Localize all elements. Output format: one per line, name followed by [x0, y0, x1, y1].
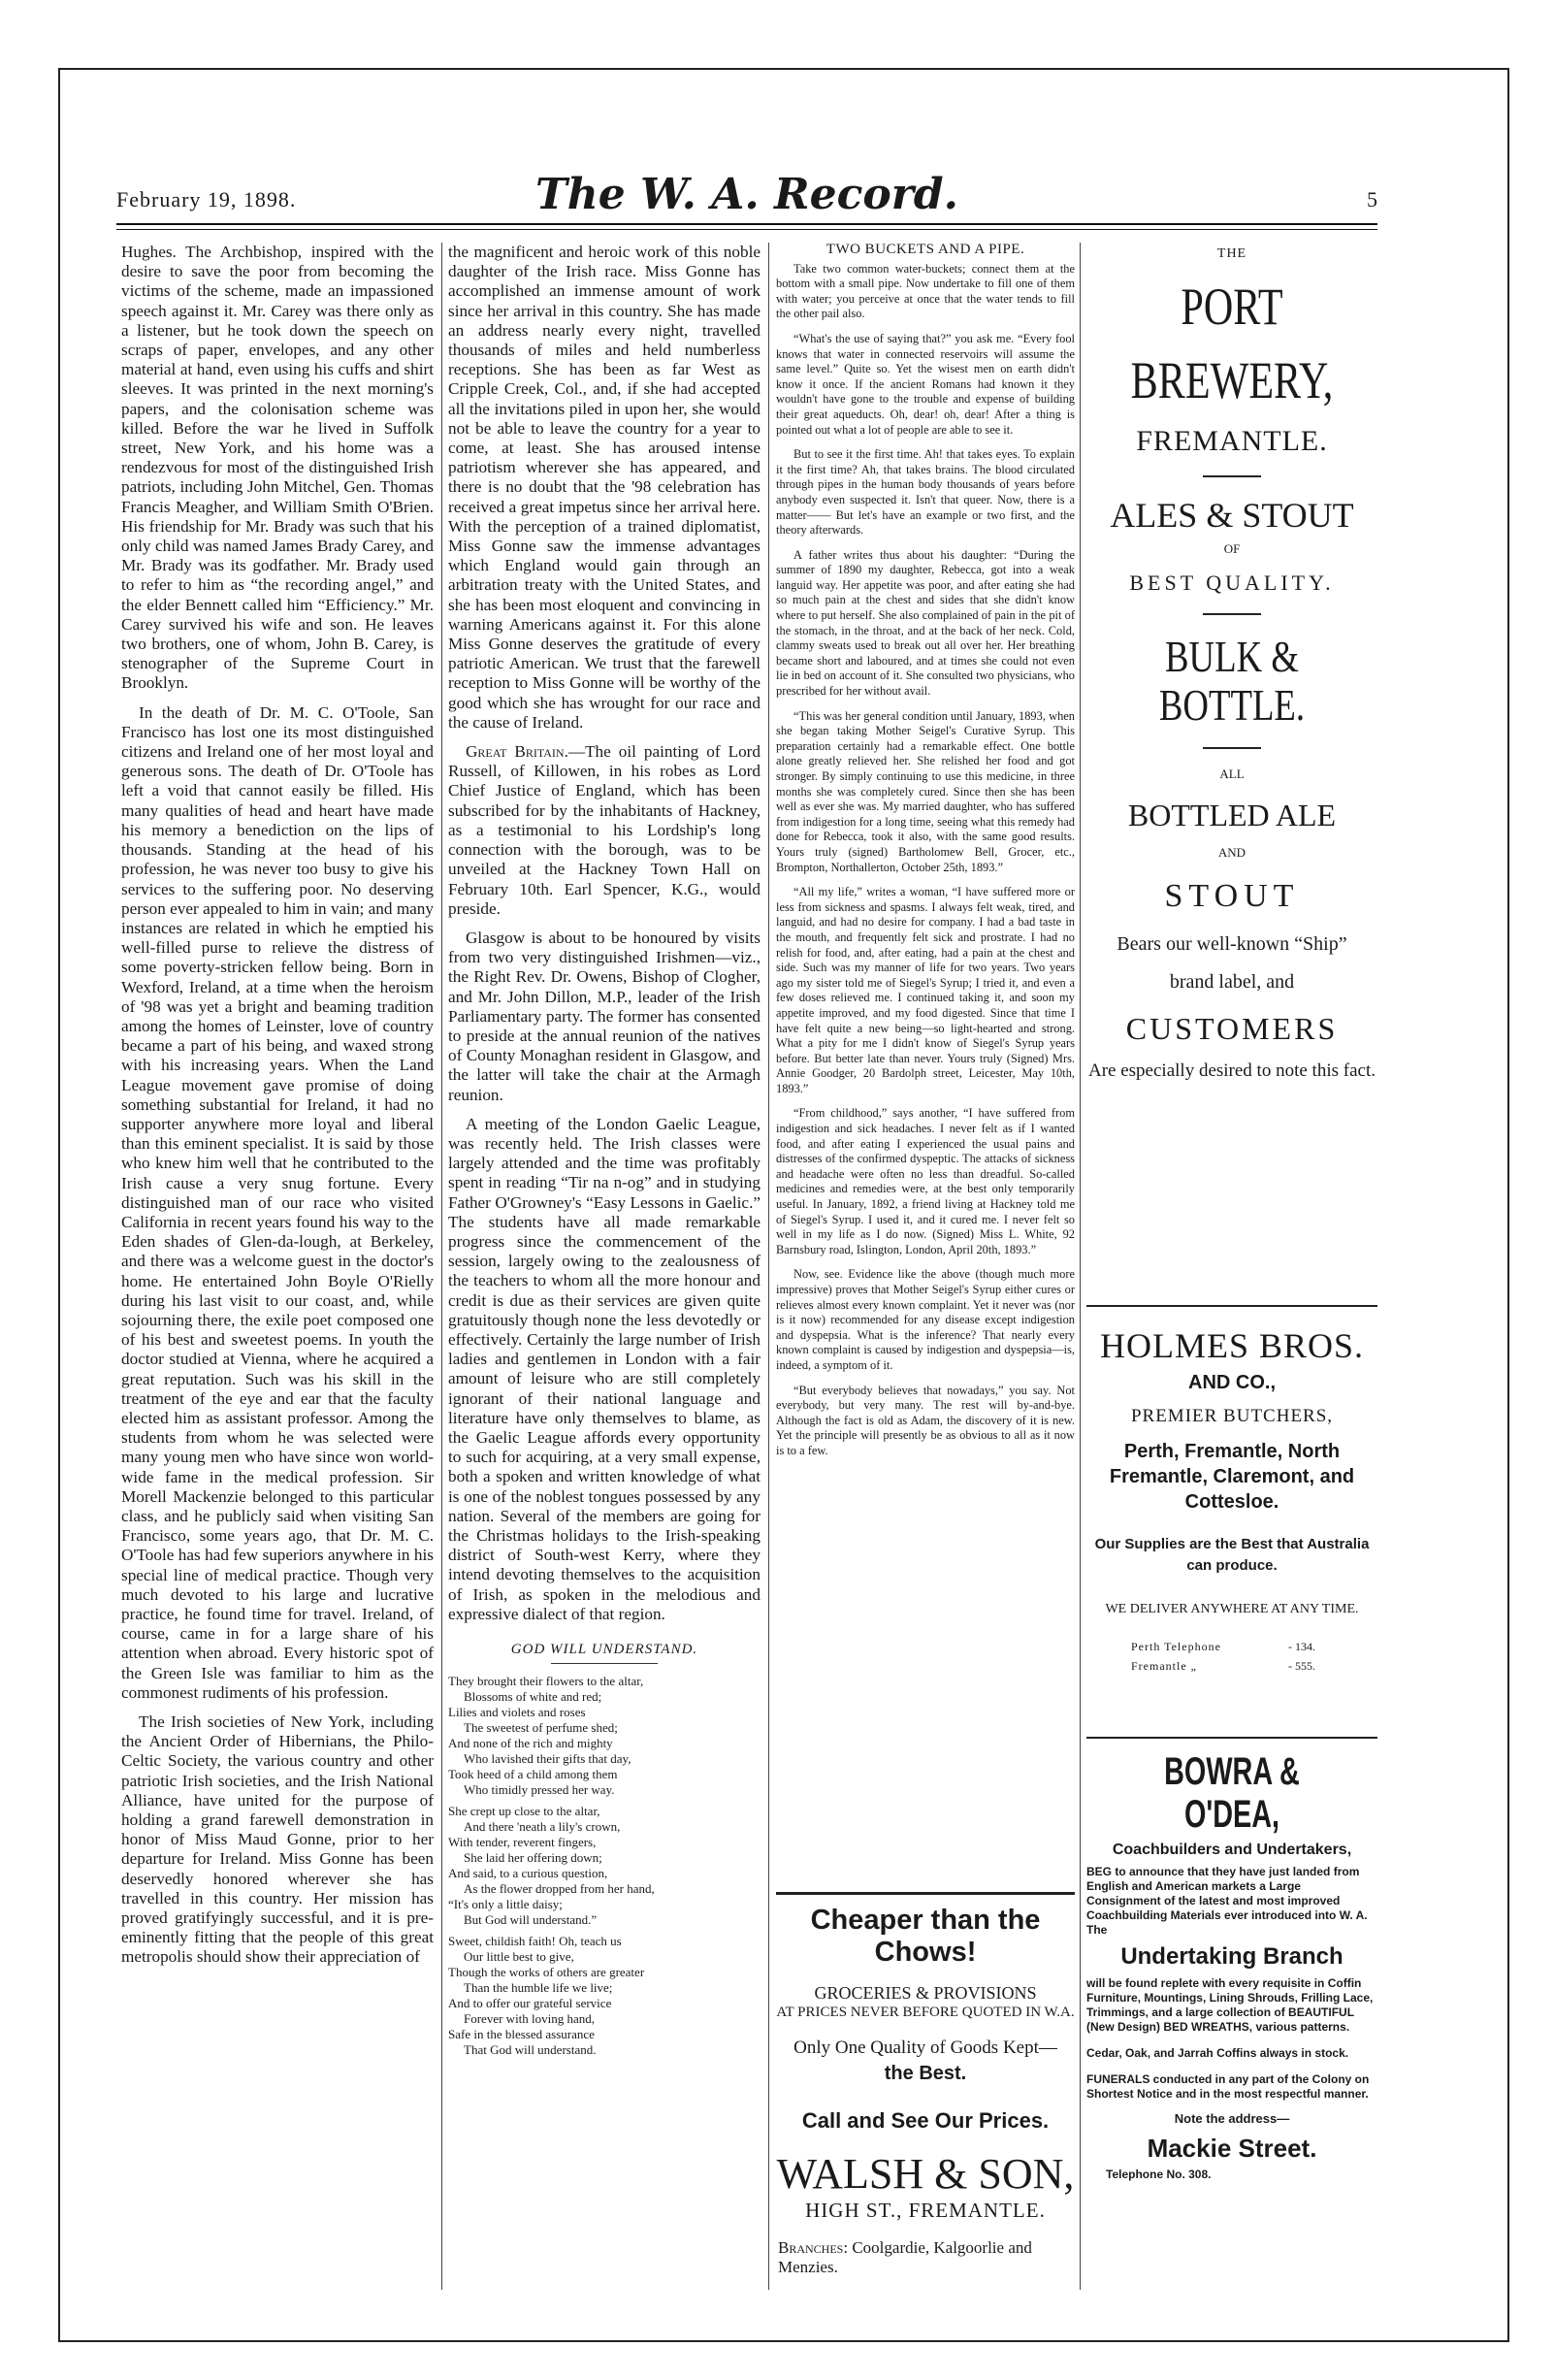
poem-line: And none of the rich and mighty	[448, 1736, 613, 1751]
ad-paragraph: FUNERALS conducted in any part of the Colony on Shortest Notice and in the most respectful manner.	[1086, 2072, 1370, 2101]
ad-line: Call and See Our Prices.	[801, 2108, 1050, 2133]
ad-line: BULK & BOTTLE.	[1158, 632, 1306, 730]
walsh-advertisement	[776, 1892, 1075, 2283]
ad-separator	[1203, 475, 1261, 477]
ad-business-name: HOLMES BROS.	[1099, 1326, 1365, 1365]
poem-line: That God will understand.	[464, 2042, 597, 2058]
poem-line: She laid her offering down;	[464, 1850, 602, 1866]
poem-line: The sweetest of perfume shed;	[464, 1720, 618, 1736]
ad-line: Undertaking Branch	[1120, 1943, 1344, 1970]
telephone-label: Fremantle „	[1131, 1659, 1197, 1673]
issue-date: February 19, 1898.	[116, 187, 297, 212]
header-rule	[116, 223, 1377, 225]
poem-line: Blossoms of white and red;	[464, 1689, 602, 1705]
ad-line: CUSTOMERS	[1125, 1011, 1339, 1046]
column-3	[776, 243, 1075, 2028]
ad-line: AND	[1217, 845, 1246, 860]
article-paragraph: But to see it the first time. Ah! that takes eyes. To explain it the first time? Ah, that takes brains. The blood circulated through pipes in the human body thousands of years before anybody even suspected it. Isn't that queer. Now, there is a matter—— But let's have an example or two first, and the theory afterwards.	[776, 447, 1075, 538]
ad-line: OF	[1223, 541, 1241, 556]
holmes-bros-advertisement	[1086, 1310, 1377, 1673]
ad-business-name: WALSH & SON,	[776, 2150, 1075, 2198]
ad-separator	[1203, 613, 1261, 615]
article-paragraph: “This was her general condition until January, 1893, when she began taking Mother Seigel's Curative Syrup. This preparation certainly had a remarkable effect. One bottle alone greatly relieved her. She relished her food and got stronger. By simply continuing to use this medicine, in three months she was completely cured. Since then she has been well as ever she was. My married daughter, who has suffered from indigestion for a long time, seeing what this remedy had done for Rebecca, took it also, with the same good results. Yours truly (signed) Bartholomew Bell, Grocer, etc., Brompton, Northallerton, October 25th, 1893.”	[776, 708, 1075, 874]
poem-line: Lilies and violets and roses	[448, 1705, 586, 1720]
article-paragraph: The Irish societies of New York, including the Ancient Order of Hibernians, the Philo-Celtic Society, the various country and other patriotic Irish societies, and the Irish National Alliance, have united for the purpose of holding a grand farewell demonstration in honor of Miss Maud Gonne, prior to her departure for Ireland. Miss Gonne has been deservedly honored wherever she has travelled in this country. Her mission has proved gratifyingly successful, and it is pre-eminently fitting that the people of this great metropolis should show their appreciation of	[121, 1712, 434, 1967]
ad-line: AT PRICES NEVER BEFORE QUOTED IN W.A.	[776, 2005, 1075, 2020]
poem-rule	[551, 1663, 658, 1664]
ad-line: BOTTLED ALE	[1127, 798, 1337, 832]
article-paragraph: Now, see. Evidence like the above (though much more impressive) proves that Mother Seigel's Syrup either cures or relieves almost every known complaint. Yet it never was (nor is it now) recommended for any disease except indigestion and dyspepsia. What is the inference? That nearly every known complaint is caused by indigestion and dyspepsia—is, indeed, a symptom of it.	[776, 1267, 1075, 1372]
ad-paragraph: BEG to announce that they have just landed from English and American markets a Large Consignment of the latest and most improved Coachbuilding Materials ever introduced into W. A. The	[1086, 1865, 1368, 1937]
poem-line: Forever with loving hand,	[464, 2011, 596, 2027]
poem-line: Though the works of others are greater	[448, 1965, 645, 1980]
poem-line: Who lavished their gifts that day,	[464, 1751, 631, 1767]
poem-line: They brought their flowers to the altar,	[448, 1674, 644, 1689]
poem-line: Our little best to give,	[464, 1949, 574, 1965]
article-paragraph: Take two common water-buckets; connect them at the bottom with a small pipe. Now undertake to fill one of them with water; you perceive at once that the water tends to fill the other pail also.	[776, 261, 1075, 321]
article-paragraph: “But everybody believes that nowadays,” you say. Not everybody, but very many. The rest will by-and-bye. Although the fact is old as Adam, the discovery of it is new. Yet the principle will presently be as obvious to all as it now is to a few.	[776, 1383, 1075, 1457]
newspaper-title: The W. A. Record.	[535, 170, 958, 219]
ad-address: HIGH ST., FREMANTLE.	[805, 2199, 1046, 2222]
ad-line: ALL	[1219, 766, 1245, 781]
article-paragraph: “All my life,” writes a woman, “I have suffered more or less from sickness and spasms. I always felt weak, tired, and languid, and had no desire for company. I had a bad taste in the mouth, and frequently felt sick and prostrate. I had no relish for food, and, after eating, had a pain at the chest and side. Such was my manner of life for two years. Two years ago my sister told me of Siegel's Syrup; I tried it, and even a few doses relieved me. I continued taking it, and soon my appetite improved, and my food digested. Since that time I have felt quite a new being—so light-hearted and strong. What a pity for me I didn't know of Siegel's Syrup years before. But better late than never. Yours truly (Signed) Mrs. Annie Goodger, 20 Bardolph street, Leicester, May 10th, 1893.”	[776, 885, 1075, 1095]
ad-line: Coachbuilders and Undertakers,	[1112, 1842, 1352, 1858]
column-divider	[768, 243, 769, 2290]
ad-line: Note the address—	[1174, 2111, 1290, 2126]
poem-line: And there 'neath a lily's crown,	[464, 1819, 621, 1835]
header-rule-thin	[116, 229, 1377, 230]
ad-address: Mackie Street.	[1147, 2134, 1317, 2163]
poem	[448, 1674, 761, 2058]
ad-line: AND CO.,	[1188, 1372, 1276, 1393]
ad-telephone: Telephone No. 308.	[1106, 2168, 1212, 2181]
ad-line: PREMIER BUTCHERS,	[1130, 1406, 1334, 1426]
article-paragraph: “From childhood,” says another, “I have suffered from indigestion and sick headaches. I never felt as if I wanted food, and after eating I experienced the usual pains and distresses of the confirmed dyspeptic. The attacks of sickness and headache were often no less than dreadful. So-called medicines and remedies were, at the best only temporarily useful. In January, 1892, a friend living at Hackney told me of Siegel's Syrup. I used it, and it cured me. I never felt so well in my life as I do now. (Signed) Miss L. White, 92 Barnsbury road, Islington, London, April 20th, 1893.”	[776, 1106, 1075, 1256]
telephone-number: - 555.	[1288, 1659, 1315, 1673]
port-brewery-advertisement	[1086, 243, 1377, 1300]
ad-line: GROCERIES & PROVISIONS	[814, 1983, 1037, 2003]
ad-line: FREMANTLE.	[1136, 425, 1328, 457]
ad-separator	[1203, 747, 1261, 749]
ad-line: STOUT	[1164, 878, 1300, 914]
ad-line: WE DELIVER ANYWHERE AT ANY TIME.	[1105, 1602, 1359, 1616]
ad-line: the Best.	[884, 2063, 967, 2084]
poem-line: Who timidly pressed her way.	[464, 1782, 615, 1798]
ad-line: Bears our well-known “Ship”	[1117, 933, 1347, 955]
ad-line: Are especially desired to note this fact.	[1088, 1060, 1376, 1081]
article-paragraph: A meeting of the London Gaelic League, was recently held. The Irish classes were largely attended and the time was profitably spent in reading “Tir na n-og” and in studying Father O'Growney's “Easy Lessons in Gaelic.” The students have all made remarkable progress since the commencement of the session, largely owing to the zealousness of the teachers to whom all the more honour and credit is due as their services are given quite gratuitously though none the less devotedly or effectively. Certainly the large number of Irish ladies and gentlemen in London with a fair amount of leisure who are still completely ignorant of their national language and literature have only themselves to blame, as the Gaelic League affords every opportunity to such for acquiring, at a very small expense, both a spoken and written knowledge of what is one of the noblest tongues possessed by any nation. Several of the members are going for the Christmas holidays to the Irish-speaking district of South-west Kerry, where they intend devoting themselves to the acquisition of Irish, as spoken in the melodious and expressive dialect of that region.	[448, 1114, 761, 1623]
branches-list: : Coolgardie, Kalgoorlie and Menzies.	[778, 2238, 1032, 2276]
ad-headline: Cheaper than the Chows!	[810, 1905, 1041, 1968]
ad-line: THE	[1216, 246, 1247, 261]
telephone-label: Perth Telephone	[1131, 1640, 1221, 1653]
column-divider	[1080, 243, 1081, 2290]
ad-divider	[1086, 1305, 1377, 1307]
poem-line: “It's only a little daisy;	[448, 1897, 563, 1912]
article-paragraph: Glasgow is about to be honoured by visits from two very distinguished Irishmen—viz., the Right Rev. Dr. Owens, Bishop of Clogher, and Mr. John Dillon, M.P., leader of the Irish Parliamentary party. The former has consented to preside at the annual reunion of the natives of County Monaghan resident in Glasgow, and the latter will take the chair at the Armagh reunion.	[448, 928, 761, 1104]
poem-line: Sweet, childish faith! Oh, teach us	[448, 1934, 622, 1949]
ad-paragraph: will be found replete with every requisite in Coffin Furniture, Mountings, Lining Shrouds, Frilling Lace, Trimmings, and a large collection of BEAUTIFUL (New Design) BED WREATHS, various patterns.	[1086, 1976, 1374, 2034]
branches-label: Branches	[778, 2238, 844, 2257]
poem-line: Safe in the blessed assurance	[448, 2027, 595, 2042]
masthead	[116, 170, 1377, 228]
column-2	[448, 243, 761, 2290]
poem-line: Than the humble life we live;	[464, 1980, 613, 1996]
page-number: 5	[1367, 187, 1377, 212]
ad-headline: PORT	[1181, 277, 1283, 336]
telephone-number: - 134.	[1288, 1640, 1315, 1653]
poem-title: GOD WILL UNDERSTAND.	[510, 1642, 698, 1658]
article-paragraph: In the death of Dr. M. C. O'Toole, San Francisco has lost one its most distinguished citizens and Ireland one of her most loyal and generous sons. The death of Dr. O'Toole has left a void that cannot easily be filled. His many qualities of head and heart have made his memory a benediction on the lips of thousands. Standing at the head of his profession, he was never too busy to give his services to the suffering poor. No deserving person ever appealed to him in vain; and many instances are related in which he emptied his well-filled purse to relieve the distress of some poverty-stricken fellow being. Born in Wexford, Ireland, at a time when the heroism of '98 was yet a bright and beaming tradition among the homes of Leinster, love of country became a part of his being, and waxed strong with his increasing years. When the Land League movement gave promise of doing something substantial for Ireland, it had no supporter anywhere more loyal and liberal than this eminent specialist. It is said by those who knew him well that he contributed to the Irish cause a very snug fortune. Every distinguished man of our race who visited California in recent years found his way to the Eden shades of Glen-da-lough, at Berkeley, and there was a welcome guest in the doctor's home. He entertained John Boyle O'Rielly during his last visit to our coast, and, while sojourning there, the exile poet composed one of his best and sweetest poems. In youth the doctor studied at Vienna, where he acquired a great reputation. Such was his skill in the treatment of the eye and ear that the faculty elected him as assistant professor. Among the students from whom he was selected were many young men who have since won world-wide fame in the medical profession. Sir Morell Mackenzie belonged to this particular class, and he publicly said when visiting San Francisco, some years ago, that Dr. M. C. O'Toole has had few superiors anywhere in his special line of medical practice. Though very much devoted to his large and lucrative practice, he found time for travel. Ireland, of course, came in for a large share of his attention when abroad. Every historic spot of the Green Isle was familiar to him as the commonest rudiments of his profession.	[121, 702, 434, 1702]
article-heading: TWO BUCKETS AND A PIPE.	[826, 243, 1025, 257]
ad-divider	[1086, 1737, 1377, 1739]
poem-line: And said, to a curious question,	[448, 1866, 608, 1881]
ad-telephones	[1131, 1637, 1377, 1676]
ad-line: brand label, and	[1169, 971, 1295, 993]
poem-line: But God will understand.”	[464, 1912, 598, 1928]
ad-line: BEST QUALITY.	[1129, 571, 1335, 595]
ad-line: Perth, Fremantle, North Fremantle, Claremont, and Cottesloe.	[1109, 1441, 1355, 1513]
article-paragraph	[448, 742, 761, 919]
paragraph-text: —The oil painting of Lord Russell, of Killowen, in his robes as Lord Chief Justice of England, which has been subscribed for by the inhabitants of Hackney, as a testimonial to his Lordship's long connection with the borough, was to be unveiled at the Hackney Town Hall on February 10th. Earl Spencer, K.G., would preside.	[448, 742, 761, 918]
column-divider	[441, 243, 442, 2290]
article-paragraph: Hughes. The Archbishop, inspired with the desire to save the poor from becoming the victims of the scheme, made an impassioned speech against it. Mr. Carey was there only as a listener, but he took down the speech on scraps of paper, envelopes, and any other material at hand, even using his cuffs and shirt sleeves. It was printed in the next morning's papers, and the colonisation scheme was killed. Before the war he lived in Suffolk street, New York, and his home was a rendezvous for most of the distinguished Irish patriots, including John Mitchel, Gen. Thomas Francis Meagher, and William Smith O'Brien. His friendship for Mr. Brady was such that his only child was named James Brady Carey, and Mr. Brady was its godfather. Mr. Brady used to refer to him as “the recording angel,” and the elder Bennett called him “Efficiency.” Mr. Carey survived his wife and son. He leaves two brothers, one of whom, John B. Carey, is stenographer of the Supreme Court in Brooklyn.	[121, 243, 434, 693]
article-paragraph: A father writes thus about his daughter: “During the summer of 1890 my daughter, Rebecca, got into a weak languid way. Her appetite was poor, and after eating she had so much pain at the chest and sides that she didn't know where to put herself. She also complained of pain in the pit of the stomach, in the throat, and at the back of her neck. Cold, clammy sweats used to break out all over her. Her breathing became short and laboured, and at times she could not even lie in bed on account of it. She consulted two physicians, who prescribed for her without avail.	[776, 547, 1075, 699]
ad-business-name: BOWRA & O'DEA,	[1164, 1750, 1300, 1836]
ad-headline: BREWERY,	[1130, 351, 1334, 409]
ad-line: Only One Quality of Goods Kept—	[793, 2038, 1057, 2058]
section-lead: Great Britain.	[466, 742, 568, 762]
article-paragraph: “What's the use of saying that?” you ask me. “Every fool knows that water in connected reservoirs will assume the same level.” Quite so. Yet the wisest men on earth didn't know it once. If the ancient Romans had known it they wouldn't have gone to the trouble and expense of building their great aqueducts. Oh, dear! oh, dear! After a thing is pointed out what a lot of people are able to see it.	[776, 331, 1075, 437]
poem-line: She crept up close to the altar,	[448, 1804, 600, 1819]
poem-line: Took heed of a child among them	[448, 1767, 618, 1782]
poem-line: And to offer our grateful service	[448, 1996, 612, 2011]
ad-line: ALES & STOUT	[1110, 496, 1354, 535]
poem-line: With tender, reverent fingers,	[448, 1835, 597, 1850]
bowra-odea-advertisement	[1086, 1746, 1377, 2251]
poem-line: As the flower dropped from her hand,	[464, 1881, 655, 1897]
ad-branches	[776, 2238, 1075, 2277]
ad-paragraph: Cedar, Oak, and Jarrah Coffins always in stock.	[1086, 2046, 1349, 2060]
article-paragraph: the magnificent and heroic work of this noble daughter of the Irish race. Miss Gonne has accomplished an immense amount of work since her arrival in this country. She has made an address nearly every night, travelled thousands of miles and held numberless receptions. She has been as far West as Cripple Creek, Col., and, if she had accepted all the invitations piled in upon her, she would not be able to leave the country for a year to come, at least. She has aroused intense patriotism wherever she has appeared, and there is no doubt that the '98 celebration has received a great impetus since her arrival here. With the perception of a trained diplomatist, Miss Gonne saw the immense advantages which England would gain through an arbitration treaty with the United States, and she has been most eloquent and convincing in warning Americans against it. For this alone Miss Gonne deserves the gratitude of every patriotic American. We trust that the farewell reception to Miss Gonne will be worthy of the good which she has wrought for our race and the cause of Ireland.	[448, 243, 761, 732]
ad-line: Our Supplies are the Best that Australia can produce.	[1094, 1536, 1370, 1574]
column-1	[121, 243, 434, 2290]
